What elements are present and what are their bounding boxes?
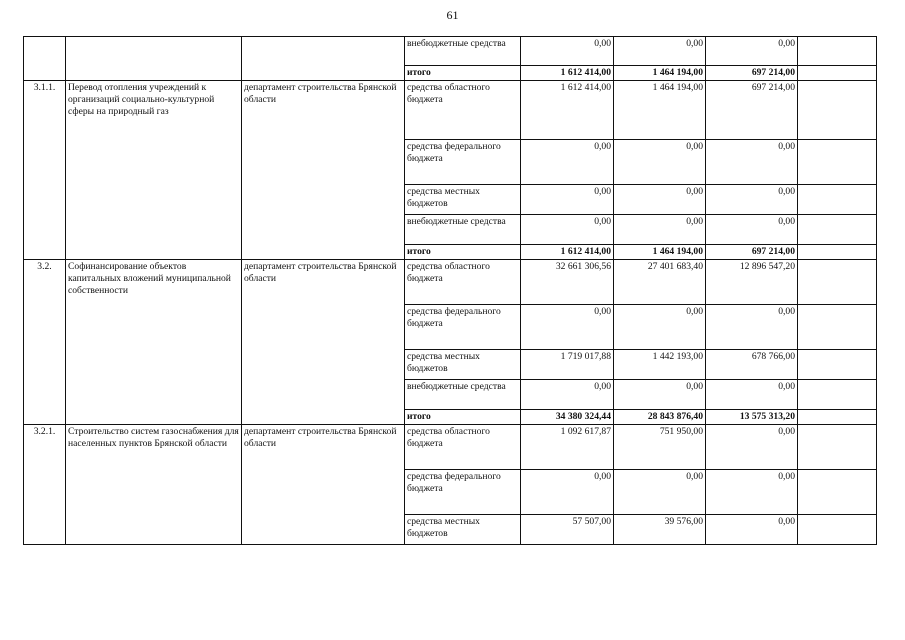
value-2: 0,00 (614, 215, 706, 245)
value-3: 697 214,00 (706, 245, 798, 260)
item-department: департамент строительства Брянской области (242, 425, 405, 545)
item-name: Строительство систем газоснабжения для населенных пунктов Брянской области (66, 425, 242, 545)
funding-source: средства федерального бюджета (405, 305, 521, 350)
value-1: 0,00 (521, 215, 614, 245)
value-3: 0,00 (706, 470, 798, 515)
page-number: 61 (446, 8, 459, 22)
funding-source: итого (405, 66, 521, 81)
value-1: 1 092 617,87 (521, 425, 614, 470)
table-row (24, 37, 877, 66)
value-1: 0,00 (521, 470, 614, 515)
item-code: 3.1.1. (24, 81, 66, 260)
item-name: Перевод отопления учреждений к организаций социально-культурной сферы на природный газ (66, 81, 242, 260)
value-3: 0,00 (706, 380, 798, 410)
value-4 (798, 515, 877, 545)
value-2: 0,00 (614, 185, 706, 215)
funding-source: средства местных бюджетов (405, 185, 521, 215)
value-1: 0,00 (521, 140, 614, 185)
funding-source: средства областного бюджета (405, 425, 521, 470)
value-3: 697 214,00 (706, 66, 798, 81)
value-4 (798, 66, 877, 81)
value-3: 0,00 (706, 37, 798, 66)
value-2: 0,00 (614, 140, 706, 185)
value-4 (798, 215, 877, 245)
table-row (24, 81, 877, 140)
value-3: 678 766,00 (706, 350, 798, 380)
value-3: 0,00 (706, 425, 798, 470)
value-3: 0,00 (706, 185, 798, 215)
funding-source: средства областного бюджета (405, 81, 521, 140)
value-1: 1 612 414,00 (521, 245, 614, 260)
item-name: Софинансирование объектов капитальных вложений муниципальной собственности (66, 260, 242, 425)
item-department: департамент строительства Брянской области (242, 81, 405, 260)
item-name (66, 37, 242, 81)
value-4 (798, 410, 877, 425)
item-code: 3.2. (24, 260, 66, 425)
budget-table (23, 36, 877, 545)
value-4 (798, 140, 877, 185)
value-4 (798, 81, 877, 140)
value-1: 0,00 (521, 305, 614, 350)
funding-source: внебюджетные средства (405, 380, 521, 410)
value-2: 1 464 194,00 (614, 66, 706, 81)
value-3: 0,00 (706, 140, 798, 185)
value-4 (798, 185, 877, 215)
value-4 (798, 470, 877, 515)
value-2: 0,00 (614, 470, 706, 515)
value-2: 0,00 (614, 305, 706, 350)
value-2: 751 950,00 (614, 425, 706, 470)
value-1: 0,00 (521, 380, 614, 410)
value-4 (798, 245, 877, 260)
value-1: 1 719 017,88 (521, 350, 614, 380)
value-2: 39 576,00 (614, 515, 706, 545)
value-1: 1 612 414,00 (521, 81, 614, 140)
value-2: 0,00 (614, 380, 706, 410)
item-department: департамент строительства Брянской области (242, 260, 405, 425)
funding-source: средства областного бюджета (405, 260, 521, 305)
value-4 (798, 380, 877, 410)
funding-source: итого (405, 410, 521, 425)
value-3: 13 575 313,20 (706, 410, 798, 425)
value-1: 32 661 306,56 (521, 260, 614, 305)
value-1: 34 380 324,44 (521, 410, 614, 425)
funding-source: средства местных бюджетов (405, 350, 521, 380)
value-2: 27 401 683,40 (614, 260, 706, 305)
funding-source: внебюджетные средства (405, 37, 521, 66)
funding-source: средства местных бюджетов (405, 515, 521, 545)
funding-source: итого (405, 245, 521, 260)
value-3: 12 896 547,20 (706, 260, 798, 305)
item-code: 3.2.1. (24, 425, 66, 545)
value-3: 0,00 (706, 515, 798, 545)
value-1: 1 612 414,00 (521, 66, 614, 81)
funding-source: внебюджетные средства (405, 215, 521, 245)
value-3: 0,00 (706, 305, 798, 350)
value-2: 1 442 193,00 (614, 350, 706, 380)
value-4 (798, 260, 877, 305)
value-4 (798, 425, 877, 470)
value-1: 0,00 (521, 185, 614, 215)
value-3: 697 214,00 (706, 81, 798, 140)
item-code (24, 37, 66, 81)
value-2: 1 464 194,00 (614, 81, 706, 140)
value-1: 0,00 (521, 37, 614, 66)
funding-source: средства федерального бюджета (405, 470, 521, 515)
value-2: 0,00 (614, 37, 706, 66)
value-4 (798, 305, 877, 350)
value-4 (798, 37, 877, 66)
value-1: 57 507,00 (521, 515, 614, 545)
value-3: 0,00 (706, 215, 798, 245)
item-department (242, 37, 405, 81)
funding-source: средства федерального бюджета (405, 140, 521, 185)
value-4 (798, 350, 877, 380)
table-row (24, 260, 877, 305)
value-2: 1 464 194,00 (614, 245, 706, 260)
table-row (24, 425, 877, 470)
value-2: 28 843 876,40 (614, 410, 706, 425)
